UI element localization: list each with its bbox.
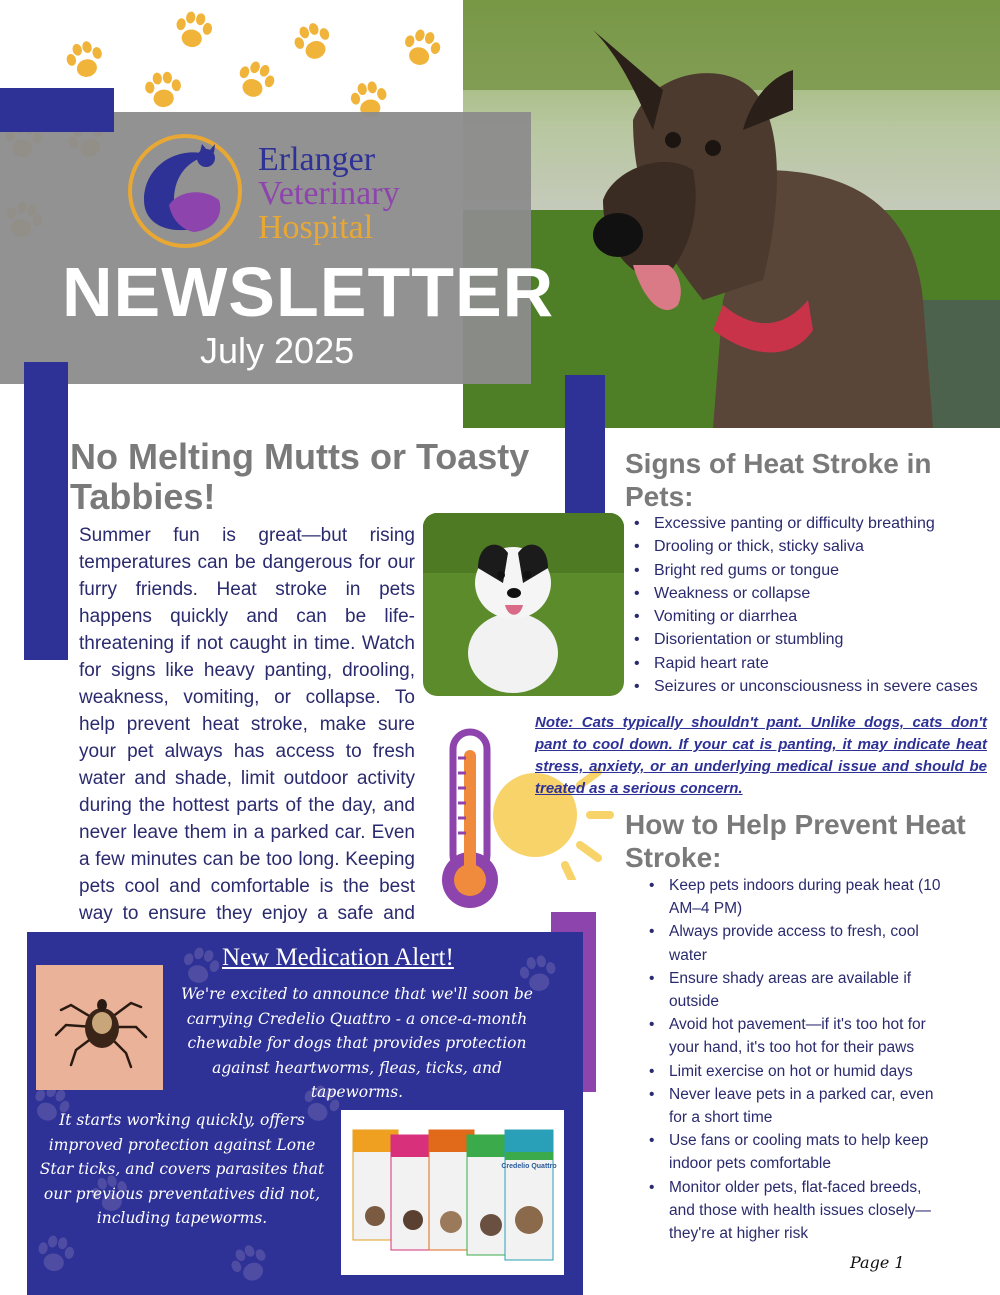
article-body: Summer fun is great—but rising temperatures can be dangerous for our furry friends. Heat stroke in pets happens quickly and can be life-threatening if not caught in time. Watch for signs like heavy panting, drooling, weakness, vomiting, or collapse. To help prevent heat stroke, make sure your pet always has access to fresh water and shade, limit outdoor activity during the hottest parts of the day, and never leave them in a parked car. Even a few minutes can be too long. Keeping pets cool and comfortable is the best way to ensure they enjoy a safe and [79, 525, 415, 924]
greyhound-photo [463, 0, 1000, 428]
list-item: • Ensure shady areas are available if outside [646, 967, 946, 1013]
list-item: • Rapid heart rate [630, 652, 990, 675]
credelio-quattro-product-photo [341, 1110, 564, 1275]
accent-bar [0, 88, 114, 132]
newsletter-title: NEWSLETTER [62, 253, 555, 331]
signs-heading: Signs of Heat Stroke in Pets: [625, 448, 932, 512]
list-item: • Limit exercise on hot or humid days [646, 1060, 946, 1083]
paw-print-icon [166, 4, 219, 57]
paw-print-icon [284, 14, 343, 73]
paw-print-icon [219, 1234, 280, 1295]
brand-line-2: Veterinary [258, 175, 400, 212]
list-item: • Monitor older pets, flat-faced breeds, and those with health issues closely—they're at higher risk [646, 1176, 946, 1246]
brand-line-1: Erlanger [258, 141, 376, 178]
cat-note: Note: Cats typically shouldn't pant. Unlike dogs, cats don't pant to cool down. If your cat is panting, it may indicate heat stress, anxiety, or an underlying medical issue and should be treated as a serious concern. [535, 714, 987, 797]
brand-line-3: Hospital [258, 209, 374, 246]
list-item: • Vomiting or diarrhea [630, 605, 990, 628]
issue-date: July 2025 [200, 330, 355, 371]
list-item: • Weakness or collapse [630, 582, 990, 605]
border-collie-photo [423, 513, 624, 696]
list-item: • Disorientation or stumbling [630, 628, 990, 651]
thermometer-icon [440, 728, 500, 916]
list-item: • Excessive panting or difficulty breathing [630, 512, 990, 535]
prevent-heading: How to Help Prevent Heat Stroke: [625, 809, 966, 873]
list-item: • Seizures or unconsciousness in severe cases [630, 675, 990, 698]
list-item: • Bright red gums or tongue [630, 559, 990, 582]
paw-print-icon [28, 1228, 81, 1281]
list-item: • Always provide access to fresh, cool water [646, 920, 946, 966]
paw-print-icon [138, 66, 188, 116]
accent-bar [24, 362, 68, 660]
page-number: Page 1 [850, 1253, 905, 1272]
medication-title: New Medication Alert! [222, 944, 454, 971]
article-heading: No Melting Mutts or Toasty Tabbies! [70, 436, 530, 517]
prevent-list [646, 874, 946, 1245]
list-item: • Use fans or cooling mats to help keep indoor pets comfortable [646, 1129, 946, 1175]
accent-bar [565, 375, 605, 530]
list-item: • Avoid hot pavement—if it's too hot for your hand, it's too hot for their paws [646, 1013, 946, 1059]
medication-paragraph-2: It starts working quickly, offers improved protection against Lone Star ticks, and covers parasites that our previous preventatives did not, including tapeworms. [39, 1111, 325, 1227]
product-name-label: Credelio Quattro [501, 1163, 557, 1170]
paw-print-icon [393, 21, 449, 77]
list-item: • Keep pets indoors during peak heat (10 AM–4 PM) [646, 874, 946, 920]
hospital-logo-icon [124, 130, 246, 252]
list-item: • Never leave pets in a parked car, even for a short time [646, 1083, 946, 1129]
tick-photo [36, 965, 163, 1090]
medication-paragraph-1: We're excited to announce that we'll soon be carrying Credelio Quattro - a once-a-month chewable for dogs that provides protection against heartworms, fleas, ticks, and tapeworms. [181, 985, 533, 1101]
list-item: • Drooling or thick, sticky saliva [630, 535, 990, 558]
paw-print-icon [226, 52, 285, 111]
paw-print-icon [57, 33, 113, 89]
signs-list [630, 512, 990, 698]
